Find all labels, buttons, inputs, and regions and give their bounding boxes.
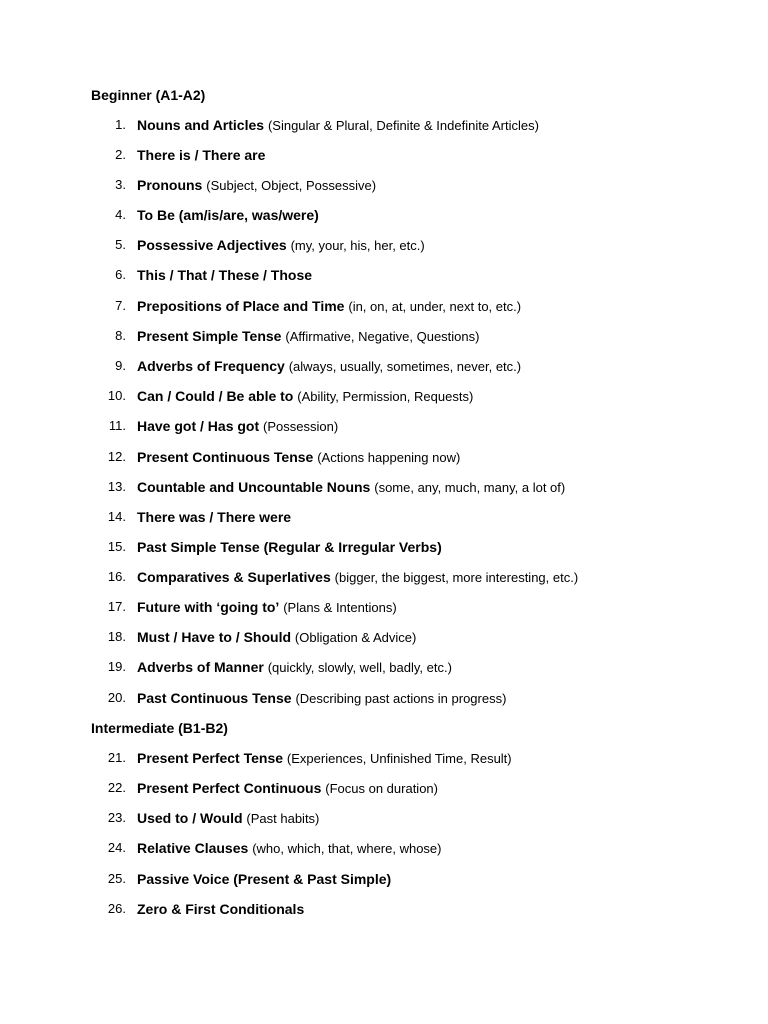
list-item — [0, 838, 768, 858]
item-description: (Describing past actions in progress) — [295, 691, 507, 706]
list-item — [0, 386, 768, 406]
item-number: 14. — [107, 509, 126, 524]
item-number: 22. — [107, 780, 126, 795]
item-description: (in, on, at, under, next to, etc.) — [348, 299, 522, 314]
item-term: Present Simple Tense — [137, 328, 282, 344]
list-item — [0, 356, 768, 376]
item-term: To Be (am/is/are, was/were) — [137, 207, 319, 223]
list-item — [0, 416, 768, 436]
item-text — [137, 507, 291, 528]
list-item — [0, 296, 768, 316]
item-term: Adverbs of Frequency — [137, 358, 285, 374]
item-text — [137, 447, 460, 468]
item-text — [137, 235, 425, 256]
item-number: 12. — [107, 449, 126, 464]
item-number: 19. — [107, 659, 126, 674]
item-number: 11. — [108, 418, 126, 433]
item-number: 21. — [107, 750, 126, 765]
item-description: (Subject, Object, Possessive) — [206, 178, 377, 193]
item-term: Countable and Uncountable Nouns — [137, 479, 371, 495]
item-number: 9. — [115, 358, 126, 373]
section-heading-intermediate: Intermediate (B1-B2) — [91, 720, 228, 736]
item-term: Present Continuous Tense — [137, 449, 314, 465]
item-text — [137, 145, 265, 166]
item-number: 18. — [107, 629, 126, 644]
list-item — [0, 657, 768, 677]
item-term: Can / Could / Be able to — [137, 388, 294, 404]
item-text — [137, 115, 539, 136]
item-text — [137, 477, 565, 498]
item-number: 10. — [107, 388, 126, 403]
item-description: (some, any, much, many, a lot of) — [374, 480, 566, 495]
item-description: (my, your, his, her, etc.) — [290, 238, 425, 253]
item-description: (bigger, the biggest, more interesting, etc.) — [334, 570, 579, 585]
item-description: (Ability, Permission, Requests) — [297, 389, 474, 404]
list-item — [0, 326, 768, 346]
item-text — [137, 688, 506, 709]
item-description: (Experiences, Unfinished Time, Result) — [286, 751, 512, 766]
item-term: Used to / Would — [137, 810, 243, 826]
item-text — [137, 537, 442, 558]
item-text — [137, 597, 397, 618]
item-term: Adverbs of Manner — [137, 659, 264, 675]
list-item — [0, 778, 768, 798]
item-description: (quickly, slowly, well, badly, etc.) — [267, 660, 452, 675]
item-term: Present Perfect Continuous — [137, 780, 322, 796]
item-term: Past Simple Tense (Regular & Irregular Verbs) — [137, 539, 442, 555]
item-text — [137, 657, 452, 678]
list-item — [0, 477, 768, 497]
list-item — [0, 235, 768, 255]
item-description: (who, which, that, where, whose) — [252, 841, 442, 856]
item-text — [137, 778, 438, 799]
item-term: Nouns and Articles — [137, 117, 265, 133]
list-item — [0, 115, 768, 135]
item-text — [137, 265, 312, 286]
item-number: 5. — [115, 237, 126, 252]
item-term: Past Continuous Tense — [137, 690, 292, 706]
item-term: Prepositions of Place and Time — [137, 298, 345, 314]
item-text — [137, 386, 473, 407]
item-number: 25. — [107, 871, 126, 886]
item-description: (Obligation & Advice) — [294, 630, 417, 645]
item-term: Pronouns — [137, 177, 203, 193]
item-term: Relative Clauses — [137, 840, 249, 856]
item-number: 2. — [115, 147, 126, 162]
list-item — [0, 869, 768, 889]
item-term: There is / There are — [137, 147, 266, 163]
list-item — [0, 447, 768, 467]
item-number: 20. — [107, 690, 126, 705]
list-item — [0, 808, 768, 828]
item-number: 17. — [107, 599, 126, 614]
list-item — [0, 265, 768, 285]
item-number: 23. — [107, 810, 126, 825]
list-item — [0, 627, 768, 647]
item-description: (Past habits) — [246, 811, 320, 826]
item-term: Must / Have to / Should — [137, 629, 292, 645]
item-number: 13. — [107, 479, 126, 494]
item-number: 6. — [115, 267, 126, 282]
list-item — [0, 537, 768, 557]
item-text — [137, 416, 338, 437]
item-number: 3. — [115, 177, 126, 192]
item-text — [137, 838, 442, 859]
item-text — [137, 296, 521, 317]
item-term: Comparatives & Superlatives — [137, 569, 331, 585]
list-item — [0, 205, 768, 225]
item-number: 24. — [107, 840, 126, 855]
item-text — [137, 808, 319, 829]
item-term: Future with ‘going to’ — [137, 599, 280, 615]
item-text — [137, 175, 376, 196]
item-number: 26. — [107, 901, 126, 916]
item-text — [137, 869, 391, 890]
item-description: (Singular & Plural, Definite & Indefinite Articles) — [267, 118, 539, 133]
item-term: Passive Voice (Present & Past Simple) — [137, 871, 392, 887]
item-description: (Plans & Intentions) — [283, 600, 397, 615]
list-item — [0, 507, 768, 527]
list-item — [0, 748, 768, 768]
item-number: 15. — [107, 539, 126, 554]
item-number: 8. — [115, 328, 126, 343]
item-description: (Possession) — [263, 419, 339, 434]
list-item — [0, 145, 768, 165]
item-number: 16. — [107, 569, 126, 584]
item-description: (Actions happening now) — [317, 450, 461, 465]
item-number: 1. — [115, 117, 126, 132]
list-item — [0, 899, 768, 919]
item-term: There was / There were — [137, 509, 292, 525]
item-text — [137, 205, 319, 226]
item-text — [137, 567, 578, 588]
list-item — [0, 567, 768, 587]
item-text — [137, 748, 512, 769]
item-term: Zero & First Conditionals — [137, 901, 305, 917]
item-number: 4. — [115, 207, 126, 222]
item-term: Possessive Adjectives — [137, 237, 287, 253]
item-text — [137, 326, 479, 347]
item-description: (always, usually, sometimes, never, etc.) — [288, 359, 522, 374]
item-term: Present Perfect Tense — [137, 750, 284, 766]
list-item — [0, 175, 768, 195]
item-term: This / That / These / Those — [137, 267, 313, 283]
item-description: (Focus on duration) — [325, 781, 438, 796]
item-text — [137, 356, 521, 377]
item-number: 7. — [115, 298, 126, 313]
item-term: Have got / Has got — [137, 418, 260, 434]
item-text — [137, 627, 416, 648]
list-item — [0, 688, 768, 708]
list-item — [0, 597, 768, 617]
item-text — [137, 899, 304, 920]
item-description: (Affirmative, Negative, Questions) — [285, 329, 480, 344]
section-heading-beginner: Beginner (A1-A2) — [91, 87, 206, 103]
